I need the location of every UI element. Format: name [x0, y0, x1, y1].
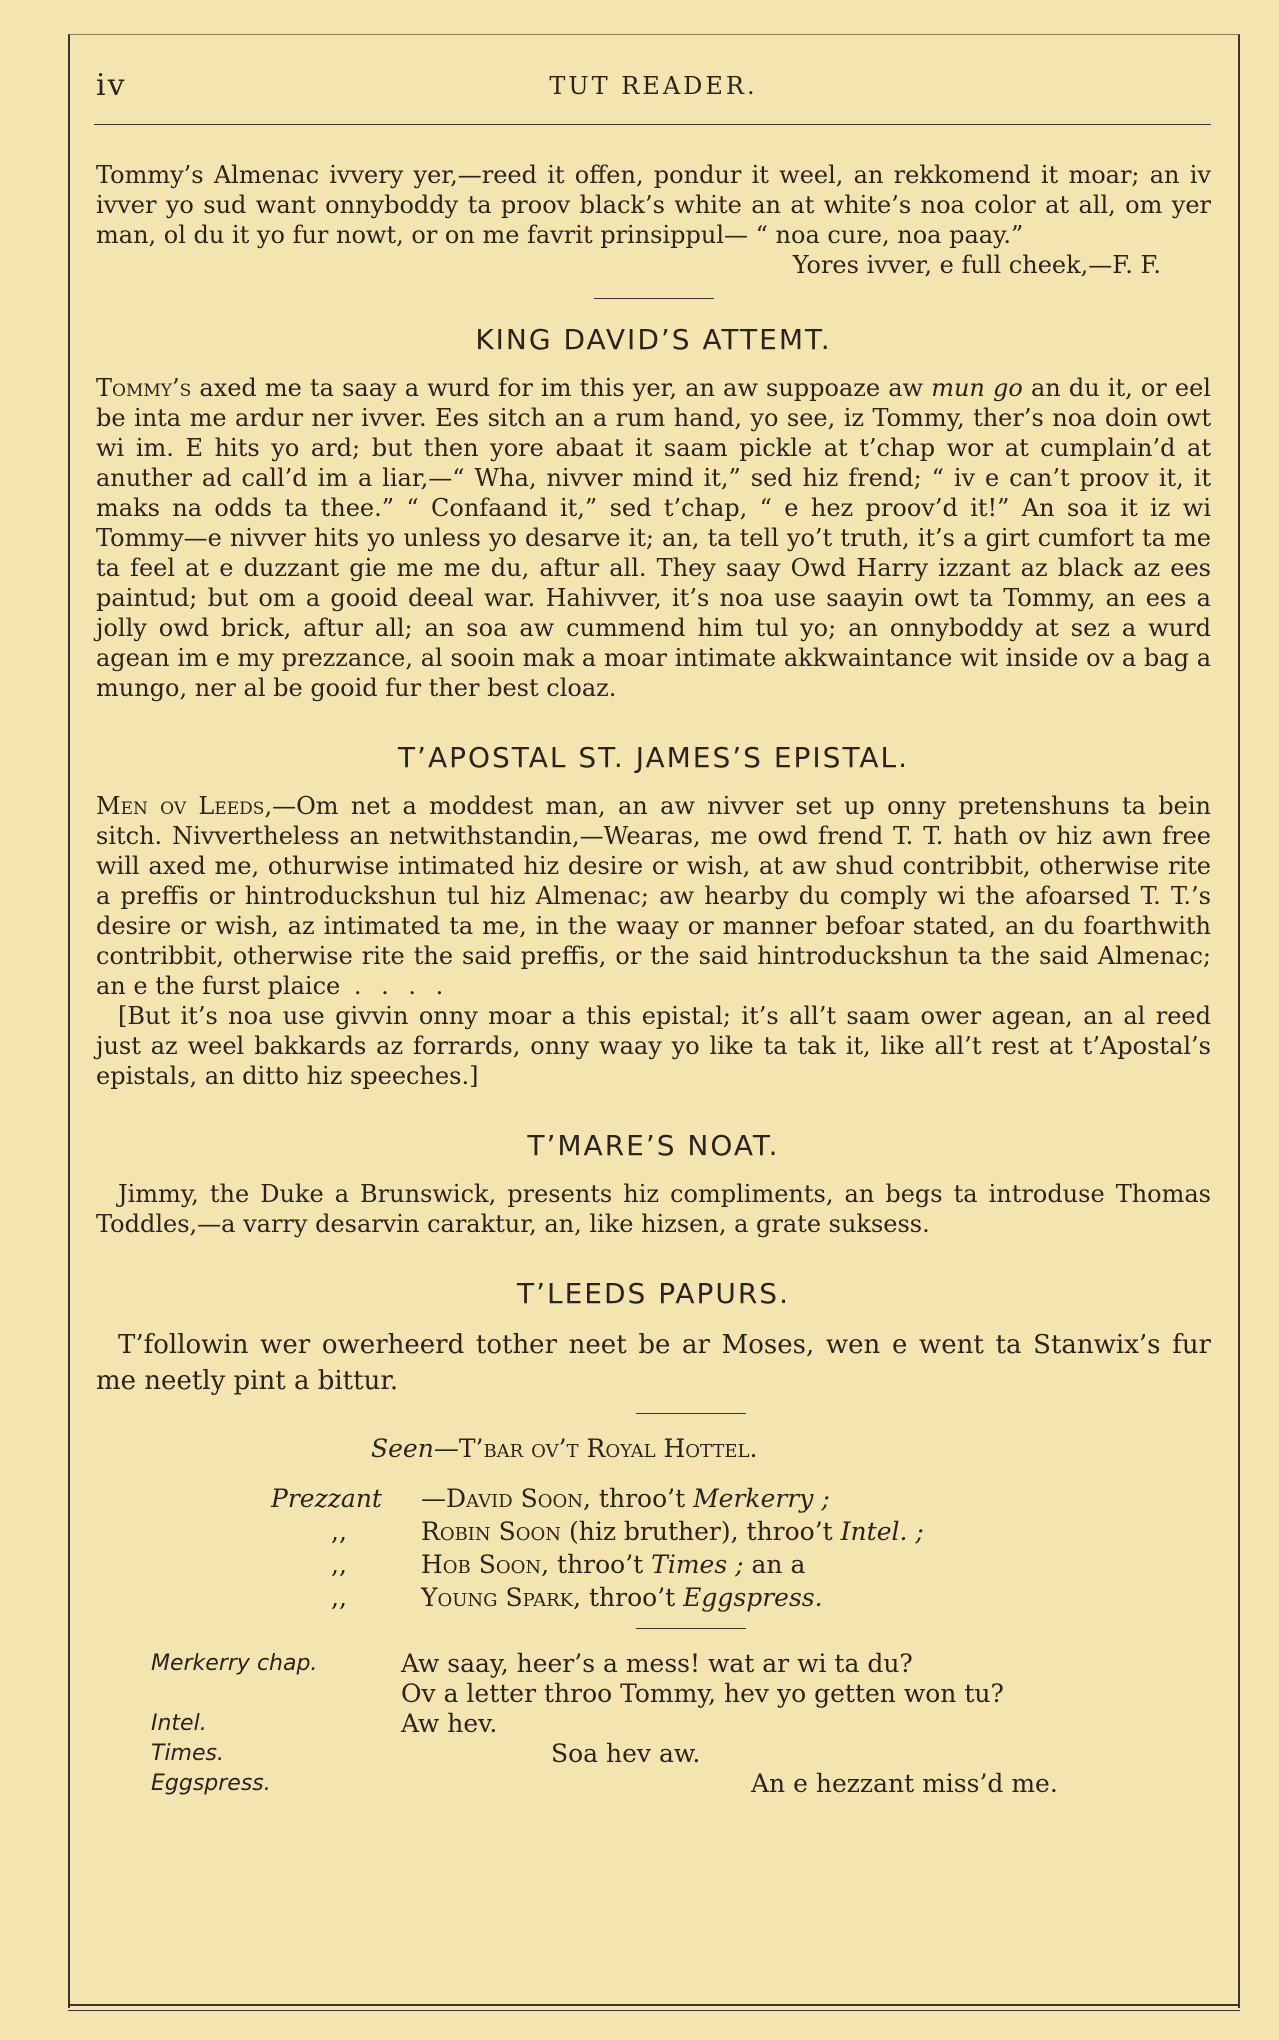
dialog-row [151, 1709, 1211, 1739]
present-row [271, 1581, 1211, 1614]
present-rest: (hiz bruther), throo’t [561, 1517, 841, 1546]
speaker: Merkerry chap. [151, 1651, 318, 1676]
opening-signoff: Yores ivver, e full cheek,—F. F. [792, 251, 1161, 279]
italic-text: mun go [931, 374, 1023, 402]
spacer [96, 1091, 1211, 1131]
present-row [271, 1515, 1211, 1548]
scene-line [371, 1434, 1211, 1464]
speaker: Intel. [151, 1711, 207, 1736]
body-text: —Om net a moddest man, an aw nivver set up onny pretenshuns ta bein sitch. Nivvertheless an netwithstandin,—Wearas, me owd frend T. T. hath ov hiz awn free will axed me, othurwise intimated hiz desire or wish, at aw shud contribbit, otherwise rite a preffis or hintroduckshun tul hiz Almenac; aw hearby du comply wi the afoarsed T. T.’s desire or wish, az intimated ta me, in the waay or manner befoar stated, an du foarthwith contribbit, otherwise rite the said preffis, or the said hintroduckshun ta the said Almenac; an e the furst plaice [96, 792, 1211, 1000]
section-body-apostal [96, 791, 1211, 1001]
dialog-line: Soa hev aw. [551, 1739, 701, 1768]
dialog-line: Ov a letter throo Tommy, hev yo getten won tu? [401, 1679, 1004, 1708]
body-text: axed me ta saay a wurd for im this yer, an aw suppoaze aw [191, 374, 932, 402]
speaker: Eggspress. [151, 1771, 271, 1796]
body-text: an du it, or eel be inta me ardur ner ivver. Ees sitch an a rum hand, yo see, iz Tommy, ther’s noa doin owt wi im. E hits yo ard; but then yore abaat it saam pickle at t’chap wor at cumplain’d at anuther ad call’d im a liar,—“ Wha, nivver mind it,” sed hiz frend; “ iv e can’t proov it, it maks na odds ta thee.” “ Confaand it,” sed t’chap, “ e hez proov’d it!” An soa it iz wi Tommy—e nivver hits yo unless yo desarve it; an, ta tell yo’t truth, it’s a girt cumfort ta me ta feel at e duzzant gie me me du, aftur all. They saay Owd Harry izzant az black az ees paintud; but om a gooid deeal war. Hahivver, it’s noa use saayin owt ta Tommy, an ees a jolly owd brick, aftur all; an soa aw cummend him tul yo; an onnyboddy at sez a wurd agean im e my prezzance, al sooin mak a moar intimate akkwaintance wit inside ov a bag a mungo, ner al be gooid fur ther best cloaz. [96, 374, 1211, 702]
leeds-papurs-intro: T’followin wer owerheerd tother neet be ar Moses, wen e went ta Stanwix’s fur me neetly pint a bittur. [96, 1330, 1211, 1396]
present-paper: Eggspress. [683, 1583, 823, 1612]
opening-paragraph: Tommy’s Almenac ivvery yer,—reed it offen, pondur it weel, an rekkomend it moar; an iv ivver yo sud want onnyboddy ta proov black’s white an at white’s noa color at all, om yer man, ol du it yo fur nowt, or on me favrit prinsippul— “ noa cure, noa paay.” [96, 161, 1211, 249]
section-body-mare: Jimmy, the Duke a Brunswick, presents hiz compliments, an begs ta introduse Thomas Toddles,—a varry desarvin caraktur, an, like hizsen, a grate suksess. [96, 1180, 1211, 1238]
present-name: Hob Soon [421, 1550, 542, 1579]
page-number: iv [96, 68, 127, 103]
present-row [271, 1482, 1211, 1515]
bottom-rule [68, 2004, 1240, 2006]
present-rest: , throo’t [573, 1583, 684, 1612]
spacer [96, 703, 1211, 743]
lead-word: Tommy’s [96, 374, 192, 402]
page-content [96, 160, 1211, 1799]
scene-label: Seen [371, 1434, 434, 1463]
speaker: Times. [151, 1741, 224, 1766]
dialog-row [151, 1649, 1211, 1679]
dialog-line: An e hezzant miss’d me. [751, 1769, 1058, 1798]
section-divider [594, 298, 714, 299]
present-rest: , throo’t [583, 1484, 694, 1513]
section-title-apostal: T’APOSTAL ST. JAMES’S EPISTAL. [397, 741, 910, 774]
present-name: David Soon [446, 1484, 584, 1513]
bottom-rule-inner [68, 2010, 1240, 2011]
present-label: Prezzant [271, 1484, 382, 1513]
present-list [271, 1482, 1211, 1614]
present-rest: , throo’t [541, 1550, 652, 1579]
ellipsis-dots: . . . . [340, 972, 450, 1000]
present-name: Robin Soon [421, 1517, 562, 1546]
section-title-mare: T’MARE’S NOAT. [527, 1129, 780, 1162]
section-title-leeds-papurs: T’LEEDS PAPURS. [517, 1277, 790, 1310]
lead-word: Men ov Leeds, [96, 792, 273, 820]
present-tail: an a [751, 1550, 806, 1579]
dialog-line: Aw saay, heer’s a mess! wat ar wi ta du? [401, 1649, 913, 1678]
dialog-divider [636, 1628, 746, 1629]
bracket-note: [But it’s noa use givvin onny moar a this epistal; it’s all’t saam ower agean, an al reed just az weel bakkards az forrards, onny waay yo like ta tak it, like all’t rest at t’Apostal’s epistals, an ditto hiz speeches.] [96, 1002, 1211, 1090]
section-body-king-david [96, 373, 1211, 703]
page-header [96, 68, 1211, 108]
present-prefix: ,, [331, 1517, 347, 1546]
present-prefix: — [421, 1484, 446, 1513]
spacer [96, 1239, 1211, 1279]
header-rule [94, 124, 1211, 125]
present-prefix: ,, [331, 1550, 347, 1579]
running-title: TUT READER. [549, 72, 758, 100]
present-prefix: ,, [331, 1583, 347, 1612]
speaker [151, 1679, 401, 1709]
dialog-row [151, 1739, 1211, 1769]
present-paper: Merkerry ; [693, 1484, 830, 1513]
present-name: Young Spark [421, 1583, 574, 1612]
dialog-row [151, 1769, 1211, 1799]
section-title-king-david: KING DAVID’S ATTEMT. [475, 323, 832, 356]
present-paper: Times ; [651, 1550, 752, 1579]
present-row [271, 1548, 1211, 1581]
scene-text: —T’bar ov’t Royal Hottel. [433, 1434, 758, 1463]
present-paper: Intel. ; [840, 1517, 924, 1546]
scene-divider [636, 1413, 746, 1414]
dialog-block [151, 1649, 1211, 1799]
dialog-line: Aw hev. [401, 1709, 498, 1738]
dialog-row [151, 1679, 1211, 1709]
